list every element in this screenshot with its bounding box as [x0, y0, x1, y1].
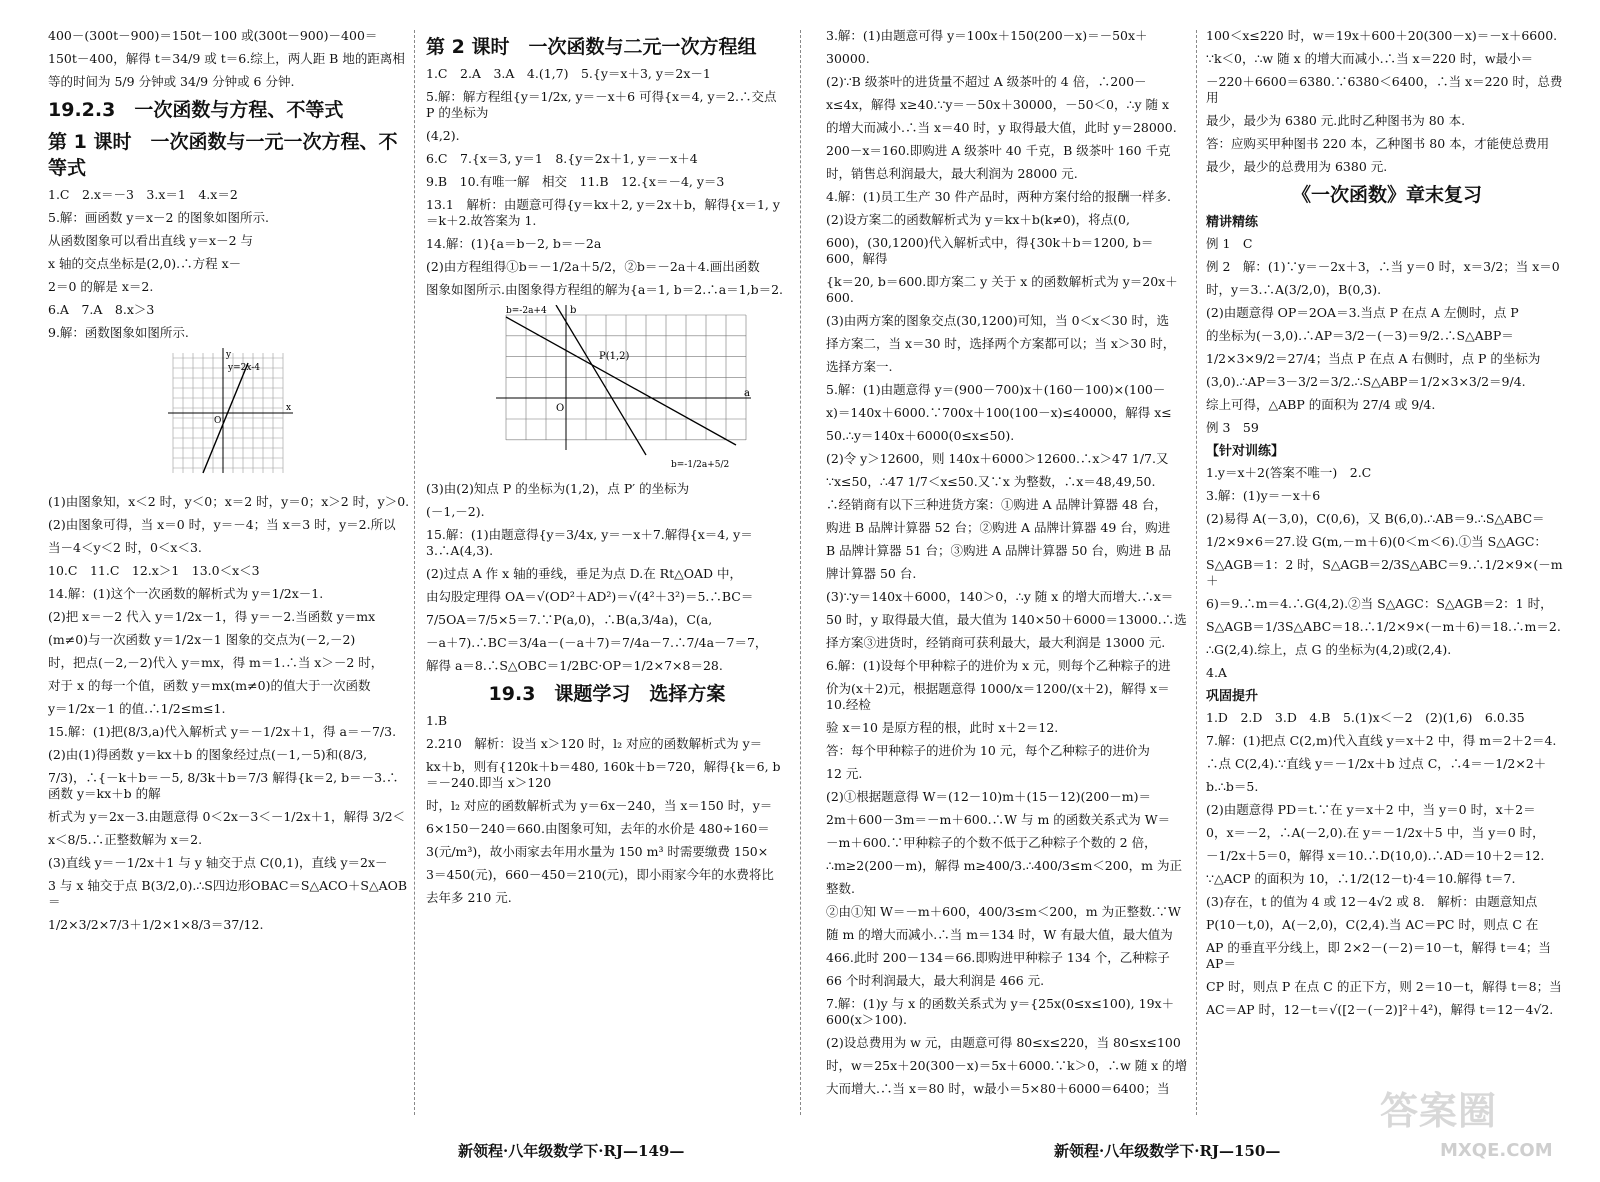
answer-line: 5.解：解方程组{y＝1/2x, y＝－x＋6 可得{x＝4, y＝2.∴交点 P 的坐标为	[426, 89, 777, 120]
answer-line: 12 元.	[826, 766, 863, 781]
answer-line: 150t－400，解得 t＝34/9 或 t＝6.综上，两人距 B 地的距离相	[48, 51, 405, 66]
answer-line: 例 2 解：(1)∵y＝－2x＋3，∴当 y＝0 时，x＝3/2；当 x＝0	[1206, 259, 1560, 274]
answer-line: 选择方案一.	[826, 359, 893, 374]
answer-line: 的坐标为(－3,0).∴AP＝3/2－(－3)＝9/2.∴S△ABP＝	[1206, 328, 1514, 343]
answer-line: 466.此时 200－134＝66.即购进甲种粽子 134 个，乙种粽子	[826, 950, 1170, 965]
answer-line: (3)∵y＝140x＋6000，140＞0，∴y 随 x 的增大而增大.∴x＝	[826, 589, 1174, 604]
section-heading: 第 1 课时 一次函数与一元一次方程、不等式	[48, 131, 398, 179]
answer-line: 2.210 解析：设当 x＞120 时，l₂ 对应的函数解析式为 y＝	[426, 736, 763, 751]
line-label: y=2x-4	[228, 363, 261, 373]
answer-line: 综上可得，△ABP 的面积为 27/4 或 9/4.	[1206, 397, 1436, 412]
answer-line: (2)由题意得 OP＝2OA＝3.当点 P 在点 A 左侧时，点 P	[1206, 305, 1519, 320]
answer-line: 时，w＝25x＋20(300－x)＝5x＋6000.∵k＞0，∴w 随 x 的增	[826, 1058, 1188, 1073]
answer-line: (－1,－2).	[426, 504, 485, 519]
answer-line: (2)由图象可得，当 x＝0 时，y＝－4；当 x＝3 时，y＝2.所以	[48, 517, 396, 532]
answer-line: (3)由两方案的图象交点(30,1200)可知，当 0＜x＜30 时，选	[826, 313, 1170, 328]
answer-line: 1.C 2.x＝－3 3.x＝1 4.x＝2	[48, 187, 238, 202]
answer-line: (2)把 x＝－2 代入 y＝1/2x－1，得 y＝－2.当函数 y＝mx	[48, 609, 376, 624]
section-heading: 【针对训练】	[1206, 444, 1285, 459]
answer-line: (4,2).	[426, 128, 460, 143]
answer-line: ∴m≥2(200－m)，解得 m≥400/3.∴400/3≤m＜200，m 为正	[826, 858, 1182, 873]
answer-line: －a＋7).∴BC＝3/4a－(－a＋7)＝7/4a－7.∴7/4a－7＝7，	[426, 635, 768, 650]
answer-line: 3＝450(元)，660－450＝210(元)，即小雨家今年的水费将比	[426, 867, 774, 882]
column-divider	[800, 30, 802, 1115]
answer-line: 6×150－240＝660.由图象可知，去年的水价是 480÷160＝	[426, 821, 770, 836]
answer-line: 整数.	[826, 881, 855, 896]
answer-line: 4.A	[1206, 665, 1227, 680]
answer-line: 1.B	[426, 713, 448, 728]
answer-line: (2)过点 A 作 x 轴的垂线，垂足为点 D.在 Rt△OAD 中，	[426, 566, 742, 581]
answer-line: 价为(x＋2)元，根据题意得 1000/x＝1200/(x＋2)，解得 x＝10.经检	[826, 681, 1170, 712]
answer-line: 图象如图所示.由图象得方程组的解为{a＝1, b＝2.∴a＝1,b＝2.	[426, 282, 784, 297]
answer-line: x＜8/5.∴正整数解为 x＝2.	[48, 832, 203, 847]
answer-line: －m＋600.∵甲种粽子的个数不低于乙种粽子个数的 2 倍，	[826, 835, 1157, 850]
answer-line: 对于 x 的每一个值，函数 y＝mx(m≠0)的值大于一次函数	[48, 678, 371, 693]
answer-line: ∵k＜0，∴w 随 x 的增大而减小.∴当 x＝220 时，w最小＝	[1206, 51, 1534, 66]
answer-line: 择方案二，当 x＝30 时，选择两个方案都可以；当 x＞30 时，	[826, 336, 1176, 351]
answer-line: 7/5OA＝7/5×5＝7.∵P(a,0)，∴B(a,3/4a)，C(a,	[426, 612, 713, 627]
answer-line: 30000.	[826, 51, 870, 66]
answer-line: x 轴的交点坐标是(2,0).∴方程 x－	[48, 256, 242, 271]
answer-line: 10.C 11.C 12.x＞1 13.0＜x＜3	[48, 563, 260, 578]
watermark-logo: 答案圈	[1380, 1089, 1498, 1133]
answer-line: 600)，(30,1200)代入解析式中，得{30k＋b＝1200, b＝600，解得	[826, 235, 1154, 266]
answer-line: 100＜x≤220 时，w＝19x＋600＋20(300－x)＝－x＋6600.	[1206, 28, 1558, 43]
answer-line: 由勾股定理得 OA＝√(OD²＋AD²)＝√(4²＋3²)＝5.∴BC＝	[426, 589, 754, 604]
answer-line: 15.解：(1)把(8/3,a)代入解析式 y＝－1/2x＋1，得 a＝－7/3.	[48, 724, 397, 739]
answer-line: 答：应购买甲种图书 220 本，乙种图书 80 本，才能使总费用	[1206, 136, 1550, 151]
b-axis-label: b	[570, 305, 577, 316]
answer-line: 择方案③进货时，经销商可获利最大，最大利润是 13000 元.	[826, 635, 1166, 650]
section-heading: 19.3 课题学习 选择方案	[488, 683, 726, 705]
answer-line: 66 个时利润最大，最大利润是 466 元.	[826, 973, 1045, 988]
answer-line: 2m＋600－3m＝－m＋600.∴W 与 m 的函数关系式为 W＝	[826, 812, 1171, 827]
answer-line: －1/2x＋5＝0，解得 x＝10.∴D(10,0).∴AD＝10＋2＝12.	[1206, 848, 1545, 863]
answer-line: 6.解：(1)设每个甲种粽子的进价为 x 元，则每个乙种粽子的进	[826, 658, 1171, 673]
origin-label: O	[214, 416, 222, 426]
point-label: P(1,2)	[599, 351, 630, 362]
answer-line: B 品牌计算器 51 台；③购进 A 品牌计算器 50 台，购进 B 品	[826, 543, 1171, 558]
answer-line: 14.解：(1){a＝b－2, b＝－2a	[426, 236, 602, 251]
answer-line: 的增大而减小.∴当 x＝40 时，y 取得最大值，此时 y＝28000.	[826, 120, 1177, 135]
answer-line: 7.解：(1)把点 C(2,m)代入直线 y＝x＋2 中，得 m＝2＋2＝4.	[1206, 733, 1557, 748]
column-4	[1206, 28, 1568, 1128]
section-heading: 精讲精练	[1206, 215, 1259, 230]
watermark-url: MXQE.COM	[1440, 1140, 1553, 1161]
a-axis-label: a	[744, 388, 750, 399]
answer-line: 400－(300t－900)＝150t－100 或(300t－900)－400＝	[48, 28, 378, 43]
answer-line: (2)易得 A(－3,0)，C(0,6)，又 B(6,0).∴AB＝9.∴S△ABC＝	[1206, 511, 1545, 526]
answer-line: 随 m 的增大而减小.∴当 m＝134 时，W 有最大值，最大值为	[826, 927, 1173, 942]
section-heading: 《一次函数》章末复习	[1291, 184, 1482, 206]
answer-line: 析式为 y＝2x－3.由题意得 0＜2x－3＜－1/2x＋1，解得 3/2＜	[48, 809, 406, 824]
answer-line: 解得 a＝8.∴S△OBC＝1/2BC·OP＝1/2×7×8＝28.	[426, 658, 723, 673]
answer-line: (3)存在，t 的值为 4 或 12－4√2 或 8. 解析：由题意知点	[1206, 894, 1538, 909]
answer-line: 3 与 x 轴交于点 B(3/2,0).∴S四边形OBAC＝S△ACO＋S△AOB＝	[48, 878, 408, 909]
answer-line: 去年多 210 元.	[426, 890, 512, 905]
answer-line: 最少，最少的总费用为 6380 元.	[1206, 159, 1388, 174]
answer-line: 1/2×9×6＝27.设 G(m,－m＋6)(0＜m＜6).①当 S△AGC：	[1206, 534, 1547, 549]
answer-line: 5.解：(1)由题意得 y＝(900－700)x＋(160－100)×(100－	[826, 382, 1166, 397]
answer-line: 3.解：(1)由题意可得 y＝100x＋150(200－x)＝－50x＋	[826, 28, 1148, 43]
answer-line: 例 3 59	[1206, 420, 1259, 435]
answer-line: 从函数图象可以看出直线 y＝x－2 与	[48, 233, 254, 248]
answer-line: 等的时间为 5/9 分钟或 34/9 分钟或 6 分钟.	[48, 74, 295, 89]
answer-line: (2)由方程组得①b＝－1/2a＋5/2，②b＝－2a＋4.画出函数	[426, 259, 760, 274]
section-heading: 19.2.3 一次函数与方程、不等式	[48, 99, 344, 121]
answer-line: 大而增大.∴当 x＝80 时，w最小＝5×80＋6000＝6400；当	[826, 1081, 1170, 1096]
answer-line: ∴点 C(2,4).∵直线 y＝－1/2x＋b 过点 C，∴4＝－1/2×2＋	[1206, 756, 1547, 771]
answer-line: (m≠0)与一次函数 y＝1/2x－1 图象的交点为(－2,－2)	[48, 632, 356, 647]
answer-line: (3)直线 y＝－1/2x＋1 与 y 轴交于点 C(0,1)，直线 y＝2x－	[48, 855, 388, 870]
line-b-2a	[556, 305, 646, 455]
answer-line: 4.解：(1)员工生产 30 件产品时，两种方案付给的报酬一样多.	[826, 189, 1171, 204]
answer-line: 6.C 7.{x＝3, y＝1 8.{y＝2x＋1, y＝－x＋4	[426, 151, 698, 166]
equation-label-2: b=-1/2a+5/2	[671, 460, 730, 470]
column-1	[48, 28, 410, 1128]
origin-label: O	[556, 403, 565, 414]
answer-line: (2)∵B 级茶叶的进货量不超过 A 级茶叶的 4 倍，∴200－	[826, 74, 1147, 89]
answer-line: 时，销售总利润最大，最大利润为 28000 元.	[826, 166, 1078, 181]
answer-line: 1.y＝x＋2(答案不唯一) 2.C	[1206, 465, 1372, 480]
answer-line: 3(元/m³)，故小雨家去年用水量为 150 m³ 时需要缴费 150×	[426, 844, 769, 859]
answer-line: (2)设总费用为 w 元，由题意可得 80≤x≤220，当 80≤x≤100	[826, 1035, 1181, 1050]
answer-line: ∴经销商有以下三种进货方案：①购进 A 品牌计算器 48 台，	[826, 497, 1167, 512]
answer-line: 5.解：画函数 y＝x－2 的图象如图所示.	[48, 210, 269, 225]
answer-line: 0，x＝－2，∴A(－2,0).在 y＝－1/2x＋5 中，当 y＝0 时，	[1206, 825, 1545, 840]
graph-q14	[486, 305, 756, 475]
answer-line: {k＝20, b＝600.即方案二 y 关于 x 的函数解析式为 y＝20x＋600.	[826, 274, 1178, 305]
column-divider	[1196, 30, 1198, 1115]
answer-line: x≤4x，解得 x≥40.∵y＝－50x＋30000，－50＜0，∴y 随 x	[826, 97, 1170, 112]
answer-line: 7.解：(1)y 与 x 的函数关系式为 y＝{25x(0≤x≤100), 19x＋600(x＞100).	[826, 996, 1175, 1027]
answer-line: ∵△ACP 的面积为 10，∴1/2(12－t)·4＝10.解得 t＝7.	[1206, 871, 1516, 886]
answer-line: (3)由(2)知点 P 的坐标为(1,2)，点 P′ 的坐标为	[426, 481, 690, 496]
answer-line: 50 时，y 取得最大值，最大值为 140×50＋6000＝13000.∴选	[826, 612, 1187, 627]
answer-line: 1.C 2.A 3.A 4.(1,7) 5.{y＝x＋3, y＝2x－1	[426, 66, 711, 81]
answer-line: 15.解：(1)由题意得{y＝3/4x, y＝－x＋7.解得{x＝4, y＝3.∴A(4,3).	[426, 527, 753, 558]
answer-line: ∴G(2,4).综上，点 G 的坐标为(4,2)或(2,4).	[1206, 642, 1452, 657]
answer-line: CP 时，则点 P 在点 C 的正下方，则 2＝10－t，解得 t＝8；当	[1206, 979, 1562, 994]
answer-line: ∵x≤50，∴47 1/7＜x≤50.又∵x 为整数，∴x＝48,49,50.	[826, 474, 1156, 489]
answer-line: 14.解：(1)这个一次函数的解析式为 y＝1/2x－1.	[48, 586, 324, 601]
answer-line: x)＝140x＋6000.∵700x＋100(100－x)≤40000，解得 x≤	[826, 405, 1172, 420]
answer-line: 购进 B 品牌计算器 52 台；②购进 A 品牌计算器 49 台，购进	[826, 520, 1171, 535]
answer-line: (1)由图象知，x＜2 时，y＜0；x＝2 时，y＝0；x＞2 时，y＞0.	[48, 494, 410, 509]
answer-line: AP 的垂直平分线上，即 2×2－(－2)＝10－t，解得 t＝4；当 AP＝	[1206, 940, 1551, 971]
page-footer-right: 新领程·八年级数学下·RJ—150—	[1054, 1142, 1281, 1160]
answer-line: 时，l₂ 对应的函数解析式为 y＝6x－240，当 x＝150 时，y＝	[426, 798, 773, 813]
answer-line: P(10－t,0)，A(－2,0)，C(2,4).当 AC＝PC 时，则点 C 在	[1206, 917, 1539, 932]
equation-label-1: b=-2a+4	[506, 306, 547, 316]
answer-line: (2)由(1)得函数 y＝kx＋b 的图象经过点(－1,－5)和(8/3,	[48, 747, 368, 762]
answer-line: (2)①根据题意得 W＝(12－10)m＋(15－12)(200－m)＝	[826, 789, 1151, 804]
answer-line: 最少，最少为 6380 元.此时乙种图书为 80 本.	[1206, 113, 1466, 128]
answer-line: (3,0).∴AP＝3－3/2＝3/2.∴S△ABP＝1/2×3×3/2＝9/4.	[1206, 374, 1526, 389]
answer-line: (2)令 y＞12600，则 140x＋6000＞12600.∴x＞47 1/7.又	[826, 451, 1169, 466]
answer-line: b.∴b＝5.	[1206, 779, 1259, 794]
answer-line: 当－4＜y＜2 时，0＜x＜3.	[48, 540, 202, 555]
x-axis-label: x	[286, 403, 292, 413]
y-axis-label: y	[226, 350, 232, 360]
column-2	[426, 28, 788, 1128]
section-heading: 巩固提升	[1206, 689, 1259, 704]
answer-line: 9.B 10.有唯一解 相交 11.B 12.{x＝－4, y＝3	[426, 174, 725, 189]
answer-line: 7/3)，∴{－k＋b＝－5, 8/3k＋b＝7/3 解得{k＝2, b＝－3.∴函数 y＝kx＋b 的解	[48, 770, 399, 801]
answer-line: (2)由题意得 PD＝t.∵在 y＝x＋2 中，当 y＝0 时，x＋2＝	[1206, 802, 1536, 817]
answer-line: S△AGB＝1：2 时，S△AGB＝2/3S△ABC＝9.∴1/2×9×(－m＋	[1206, 557, 1563, 588]
answer-line: (2)设方案二的函数解析式为 y＝kx＋b(k≠0)，将点(0,	[826, 212, 1130, 227]
answer-line: 验 x＝10 是原方程的根，此时 x＋2＝12.	[826, 720, 1059, 735]
answer-line: ②由①知 W＝－m＋600，400/3≤m＜200，m 为正整数.∵W	[826, 904, 1181, 919]
answer-line: 9.解：函数图象如图所示.	[48, 325, 189, 340]
graph-q9	[168, 348, 298, 488]
answer-line: 1/2×3/2×7/3＋1/2×1×8/3＝37/12.	[48, 917, 264, 932]
answer-line: 6.A 7.A 8.x＞3	[48, 302, 155, 317]
answer-line: 例 1 C	[1206, 236, 1253, 251]
column-divider	[414, 30, 416, 1115]
answer-line: AC＝AP 时，12－t＝√([2－(－2)]²＋4²)，解得 t＝12－4√2.	[1206, 1002, 1554, 1017]
answer-line: S△AGB＝1/3S△ABC＝18.∴1/2×9×(－m＋6)＝18.∴m＝2.	[1206, 619, 1561, 634]
answer-line: 时，把点(－2,－2)代入 y＝mx，得 m＝1.∴当 x＞－2 时，	[48, 655, 384, 670]
column-3	[826, 28, 1188, 1128]
answer-line: 6)＝9.∴m＝4.∴G(4,2).②当 S△AGC：S△AGB＝2：1 时，	[1206, 596, 1553, 611]
answer-line: 13.1 解析：由题意可得{y＝kx＋2, y＝2x＋b，解得{x＝1, y＝k＋2.故答案为 1.	[426, 197, 780, 228]
answer-line: 1/2×3×9/2＝27/4；当点 P 在点 A 右侧时，点 P 的坐标为	[1206, 351, 1541, 366]
page-footer-left: 新领程·八年级数学下·RJ—149—	[458, 1142, 685, 1160]
answer-line: kx＋b，则有{120k＋b＝480, 160k＋b＝720，解得{k＝6, b＝－240.即当 x＞120	[426, 759, 781, 790]
answer-line: 3.解：(1)y＝－x＋6	[1206, 488, 1321, 503]
line-b-half	[506, 317, 736, 445]
answer-line: 1.D 2.D 3.D 4.B 5.(1)x＜－2 (2)(1,6) 6.0.35	[1206, 710, 1525, 725]
answer-line: 2＝0 的解是 x＝2.	[48, 279, 154, 294]
answer-line: －220＋6600＝6380.∵6380＜6400，∴当 x＝220 时，总费用	[1206, 74, 1563, 105]
answer-line: 时，y＝3.∴A(3/2,0)，B(0,3).	[1206, 282, 1382, 297]
answer-line: 牌计算器 50 台.	[826, 566, 917, 581]
answer-line: 200－x＝160.即购进 A 级茶叶 40 千克，B 级茶叶 160 千克	[826, 143, 1171, 158]
answer-line: y＝1/2x－1 的值.∴1/2≤m≤1.	[48, 701, 226, 716]
answer-line: 答：每个甲种粽子的进价为 10 元，每个乙种粽子的进价为	[826, 743, 1150, 758]
section-heading: 第 2 课时 一次函数与二元一次方程组	[426, 36, 757, 58]
answer-line: 50.∴y＝140x＋6000(0≤x≤50).	[826, 428, 1015, 443]
